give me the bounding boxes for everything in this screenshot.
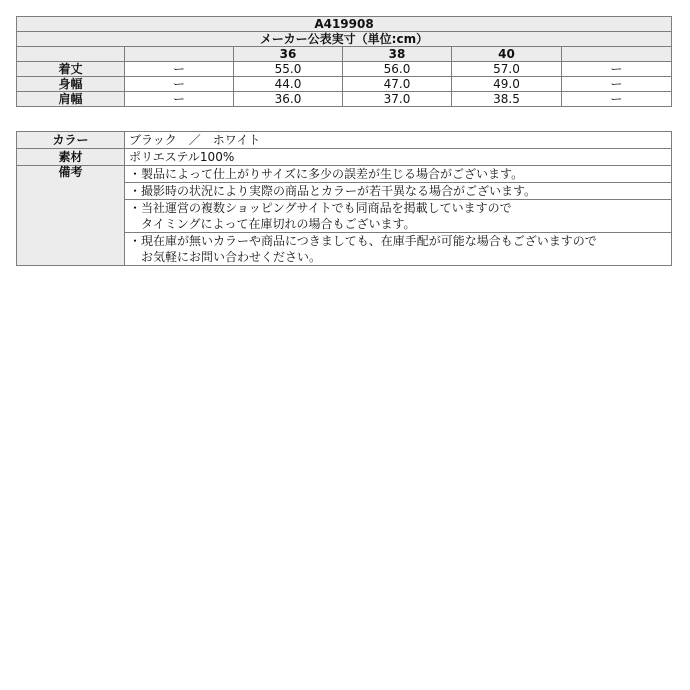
subtitle-row bbox=[17, 32, 672, 47]
measurement-cell: 44.0 bbox=[234, 77, 343, 92]
color-value: ブラック ／ ホワイト bbox=[125, 132, 672, 149]
product-spec-table bbox=[16, 131, 672, 266]
notes-row bbox=[17, 166, 672, 183]
measurement-cell: 55.0 bbox=[234, 62, 343, 77]
size-header: 38 bbox=[343, 47, 452, 62]
table-row bbox=[17, 77, 672, 92]
measurement-cell: ー bbox=[562, 62, 672, 77]
table-row bbox=[17, 92, 672, 107]
measurement-cell: 56.0 bbox=[343, 62, 452, 77]
size-header bbox=[562, 47, 672, 62]
note-line: ・撮影時の状況により実際の商品とカラーが若干異なる場合がございます。 bbox=[129, 184, 537, 198]
note-item bbox=[125, 200, 672, 233]
measurement-cell: 37.0 bbox=[343, 92, 452, 107]
note-line: ・現在庫が無いカラーや商品につきましても、在庫手配が可能な場合もございますので bbox=[129, 234, 597, 248]
note-line: ・製品によって仕上がりサイズに多少の誤差が生じる場合がございます。 bbox=[129, 167, 524, 181]
size-header-row bbox=[17, 47, 672, 62]
measurement-cell: 57.0 bbox=[452, 62, 562, 77]
measurement-cell: ー bbox=[125, 77, 234, 92]
measurement-cell: ー bbox=[562, 92, 672, 107]
material-value: ポリエステル100% bbox=[125, 149, 672, 166]
size-header: 36 bbox=[234, 47, 343, 62]
material-label: 素材 bbox=[17, 149, 125, 166]
size-chart-subtitle: メーカー公表実寸（単位:cm） bbox=[17, 32, 672, 47]
measurement-cell: 38.5 bbox=[452, 92, 562, 107]
row-label: 肩幅 bbox=[17, 92, 125, 107]
corner-cell bbox=[17, 47, 125, 62]
notes-label: 備考 bbox=[17, 166, 125, 266]
size-header: 40 bbox=[452, 47, 562, 62]
measurement-cell: 36.0 bbox=[234, 92, 343, 107]
table-row bbox=[17, 62, 672, 77]
product-code: A419908 bbox=[17, 17, 672, 32]
color-label: カラー bbox=[17, 132, 125, 149]
color-row bbox=[17, 132, 672, 149]
note-line: タイミングによって在庫切れの場合もございます。 bbox=[129, 217, 416, 231]
size-chart-table bbox=[16, 16, 672, 107]
measurement-cell: ー bbox=[125, 62, 234, 77]
measurement-cell: ー bbox=[562, 77, 672, 92]
note-item bbox=[125, 166, 672, 183]
product-code-row bbox=[17, 17, 672, 32]
material-row bbox=[17, 149, 672, 166]
size-header bbox=[125, 47, 234, 62]
row-label: 身幅 bbox=[17, 77, 125, 92]
note-item bbox=[125, 183, 672, 200]
measurement-cell: 49.0 bbox=[452, 77, 562, 92]
measurement-cell: 47.0 bbox=[343, 77, 452, 92]
measurement-cell: ー bbox=[125, 92, 234, 107]
note-line: お気軽にお問い合わせください。 bbox=[129, 250, 322, 264]
note-line: ・当社運営の複数ショッピングサイトでも同商品を掲載していますので bbox=[129, 201, 512, 215]
row-label: 着丈 bbox=[17, 62, 125, 77]
note-item bbox=[125, 233, 672, 266]
